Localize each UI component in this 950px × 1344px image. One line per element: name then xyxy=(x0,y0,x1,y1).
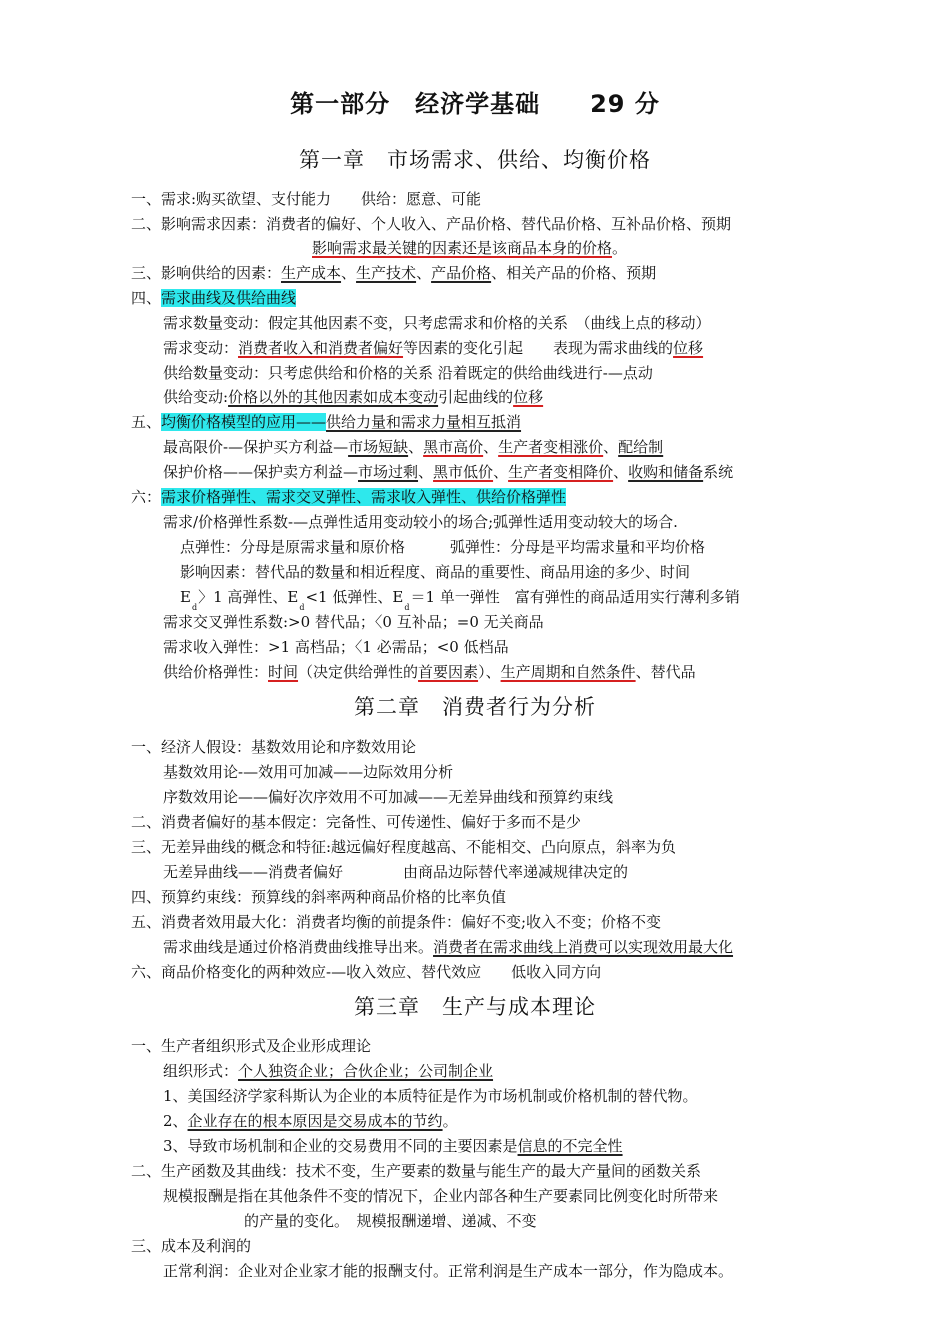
ch1-line-9: 供给变动:价格以外的其他因素如成本变动引起曲线的位移 xyxy=(163,388,544,406)
chapter-2-title: 第二章 消费者行为分析 xyxy=(354,695,596,719)
ch1-line-3: 影响需求最关键的因素还是该商品本身的价格。 xyxy=(312,239,628,257)
highlight-equilibrium: 均衡价格模型的应用—— xyxy=(161,413,327,431)
ch3-line-2: 组织形式：个人独资企业；合伙企业；公司制企业 xyxy=(163,1062,494,1080)
chapter-3-title: 第三章 生产与成本理论 xyxy=(354,995,596,1019)
ch1-line-6: 需求数量变动：假定其他因素不变，只考虑需求和价格的关系 （曲线上点的移动） xyxy=(163,314,711,332)
ch2-line-4: 二、消费者偏好的基本假定：完备性、可传递性、偏好于多而不是少 xyxy=(131,813,582,831)
ch3-line-1: 一、生产者组织形式及企业形成理论 xyxy=(131,1037,372,1055)
ch1-line-14: 需求/价格弹性系数-—点弹性适用变动较小的场合;弧弹性适用变动较大的场合. xyxy=(163,513,678,531)
ch3-line-5: 3、导致市场机制和企业的交易费用不同的主要因素是信息的不完全性 xyxy=(163,1137,623,1155)
ch3-line-8: 的产量的变化。 规模报酬递增、递减、不变 xyxy=(244,1212,537,1230)
ch1-line-13: 六：需求价格弹性、需求交叉弹性、需求收入弹性、供给价格弹性 xyxy=(131,488,567,506)
ch1-line-7: 需求变动：消费者收入和消费者偏好等因素的变化引起 表现为需求曲线的位移 xyxy=(163,339,704,357)
ch1-line-19: 需求收入弹性：>1 高档品；〈1 必需品；<0 低档品 xyxy=(163,638,509,656)
ch1-line-1: 一、需求:购买欲望、支付能力 供给：愿意、可能 xyxy=(131,190,482,208)
ch1-line-4: 三、影响供给的因素：生产成本、生产技术、产品价格、相关产品的价格、预期 xyxy=(131,264,657,282)
ch2-line-8: 五、消费者效用最大化：消费者均衡的前提条件：偏好不变;收入不变；价格不变 xyxy=(131,913,662,931)
ch1-line-18: 需求交叉弹性系数:>0 替代品；〈0 互补品；=0 无关商品 xyxy=(163,613,544,631)
ch1-line-16: 影响因素：替代品的数量和相近程度、商品的重要性、商品用途的多少、时间 xyxy=(180,563,691,581)
ch3-line-6: 二、生产函数及其曲线：技术不变，生产要素的数量与能生产的最大产量间的函数关系 xyxy=(131,1162,702,1180)
ch3-line-7: 规模报酬是指在其他条件不变的情况下，企业内部各种生产要素同比例变化时所带来 xyxy=(163,1187,719,1205)
ch1-line-15: 点弹性：分母是原需求量和原价格 弧弹性：分母是平均需求量和平均价格 xyxy=(180,538,706,556)
ch2-line-10: 六、商品价格变化的两种效应-—收入效应、替代效应 低收入同方向 xyxy=(131,963,602,981)
ch2-line-1: 一、经济人假设：基数效用论和序数效用论 xyxy=(131,738,417,756)
ch3-line-9: 三、成本及利润的 xyxy=(131,1237,252,1255)
ch2-line-6: 无差异曲线——消费者偏好 由商品边际替代率递减规律决定的 xyxy=(163,863,629,881)
ch1-line-8: 供给数量变动：只考虑供给和价格的关系 沿着既定的供给曲线进行-—点动 xyxy=(163,364,653,382)
ch2-line-9: 需求曲线是通过价格消费曲线推导出来。消费者在需求曲线上消费可以实现效用最大化 xyxy=(163,938,734,956)
ch2-line-2: 基数效用论-—效用可加减——边际效用分析 xyxy=(163,763,454,781)
key-factor-underline: 影响需求最关键的因素还是该商品本身的价格 xyxy=(312,239,613,257)
ch1-line-11: 最高限价-—保护买方利益—市场短缺、黑市高价、生产者变相涨价、配给制 xyxy=(163,438,664,456)
highlight-curves: 需求曲线及供给曲线 xyxy=(161,289,297,307)
part-title: 第一部分 经济学基础 29 分 xyxy=(290,90,660,118)
ch3-line-3: 1、美国经济学家科斯认为企业的本质特征是作为市场机制或价格机制的替代物。 xyxy=(163,1087,698,1105)
ch2-line-3: 序数效用论——偏好次序效用不可加减——无差异曲线和预算约束线 xyxy=(163,788,614,806)
ch2-line-5: 三、无差异曲线的概念和特征:越远偏好程度越高、不能相交、凸向原点，斜率为负 xyxy=(131,838,677,856)
ch1-line-2: 二、影响需求因素：消费者的偏好、个人收入、产品价格、替代品价格、互补品价格、预期 xyxy=(131,215,732,233)
ch1-line-5: 四、需求曲线及供给曲线 xyxy=(131,289,297,307)
ch3-line-4: 2、企业存在的根本原因是交易成本的节约。 xyxy=(163,1112,458,1130)
ch1-line-17: $E_d$〉1 高弹性、$E_d<1$ 低弹性、$E_d=1$ 单一弹性 富有弹性的商品适用实行薄利多销 xyxy=(180,588,740,612)
highlight-elasticity: 需求价格弹性、需求交叉弹性、需求收入弹性、供给价格弹性 xyxy=(161,488,567,506)
ch1-line-20: 供给价格弹性：时间（决定供给弹性的首要因素）、生产周期和自然条件、替代品 xyxy=(163,663,696,681)
ch3-line-10: 正常利润：企业对企业家才能的报酬支付。正常利润是生产成本一部分，作为隐成本。 xyxy=(163,1262,734,1280)
chapter-1-title: 第一章 市场需求、供给、均衡价格 xyxy=(299,148,651,172)
ch1-line-10: 五、均衡价格模型的应用——供给力量和需求力量相互抵消 xyxy=(131,413,522,431)
ch2-line-7: 四、预算约束线：预算线的斜率两种商品价格的比率负值 xyxy=(131,888,507,906)
ch1-line-12: 保护价格——保护卖方利益—市场过剩、黑市低价、生产者变相降价、收购和储备系统 xyxy=(163,463,734,481)
